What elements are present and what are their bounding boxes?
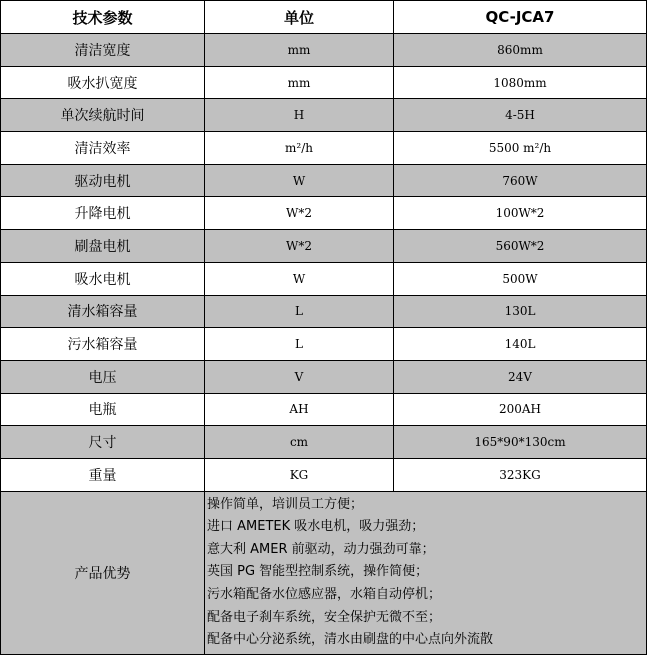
param-name-cell: 尺寸	[1, 426, 205, 459]
unit-cell: H	[205, 99, 394, 132]
table-row	[1, 360, 647, 393]
unit-cell: L	[205, 295, 394, 328]
table-row	[1, 132, 647, 165]
unit-cell: L	[205, 328, 394, 361]
value-cell: 165*90*130cm	[394, 426, 647, 459]
param-name-cell: 清水箱容量	[1, 295, 205, 328]
unit-cell: W	[205, 164, 394, 197]
advantage-line: 英国 PG 智能型控制系统，操作简便；	[207, 564, 429, 580]
value-cell: 24V	[394, 360, 647, 393]
header-unit: 单位	[205, 1, 394, 34]
param-name-cell: 清洁宽度	[1, 34, 205, 67]
unit-cell: KG	[205, 458, 394, 491]
unit-cell: AH	[205, 393, 394, 426]
unit-cell: m²/h	[205, 132, 394, 165]
param-name-cell: 吸水电机	[1, 262, 205, 295]
advantages-text	[205, 491, 647, 654]
header-row	[1, 1, 647, 34]
param-name-cell: 驱动电机	[1, 164, 205, 197]
param-name-cell: 污水箱容量	[1, 328, 205, 361]
param-name-cell: 电压	[1, 360, 205, 393]
unit-cell: W*2	[205, 230, 394, 263]
advantage-line: 污水箱配备水位感应器，水箱自动停机；	[207, 586, 442, 602]
unit-cell: mm	[205, 34, 394, 67]
param-name-cell: 重量	[1, 458, 205, 491]
param-name-cell: 刷盘电机	[1, 230, 205, 263]
advantage-line: 意大利 AMER 前驱动，动力强劲可靠；	[207, 541, 435, 557]
table-row	[1, 262, 647, 295]
param-name-cell: 单次续航时间	[1, 99, 205, 132]
value-cell: 5500 m²/h	[394, 132, 647, 165]
advantage-line: 操作简单，培训员工方便；	[207, 496, 364, 512]
advantage-line: 配备中心分泌系统，清水由刷盘的中心点向外流散	[207, 632, 494, 648]
table-row	[1, 99, 647, 132]
value-cell: 100W*2	[394, 197, 647, 230]
value-cell: 200AH	[394, 393, 647, 426]
header-param: 技术参数	[1, 1, 205, 34]
table-row	[1, 164, 647, 197]
value-cell: 760W	[394, 164, 647, 197]
value-cell: 860mm	[394, 34, 647, 67]
unit-cell: V	[205, 360, 394, 393]
table-row	[1, 295, 647, 328]
param-name-cell: 升降电机	[1, 197, 205, 230]
table-row	[1, 328, 647, 361]
value-cell: 4-5H	[394, 99, 647, 132]
value-cell: 323KG	[394, 458, 647, 491]
table-row	[1, 458, 647, 491]
advantages-row	[1, 491, 647, 654]
header-model: QC-JCA7	[394, 1, 647, 34]
advantages-label: 产品优势	[1, 491, 205, 654]
unit-cell: cm	[205, 426, 394, 459]
param-name-cell: 清洁效率	[1, 132, 205, 165]
table-row	[1, 66, 647, 99]
value-cell: 560W*2	[394, 230, 647, 263]
advantage-line: 进口 AMETEK 吸水电机，吸力强劲；	[207, 519, 425, 535]
param-name-cell: 吸水扒宽度	[1, 66, 205, 99]
param-name-cell: 电瓶	[1, 393, 205, 426]
unit-cell: W	[205, 262, 394, 295]
value-cell: 140L	[394, 328, 647, 361]
value-cell: 1080mm	[394, 66, 647, 99]
spec-body	[1, 34, 647, 655]
table-row	[1, 393, 647, 426]
table-row	[1, 426, 647, 459]
unit-cell: mm	[205, 66, 394, 99]
value-cell: 500W	[394, 262, 647, 295]
unit-cell: W*2	[205, 197, 394, 230]
table-row	[1, 34, 647, 67]
value-cell: 130L	[394, 295, 647, 328]
table-row	[1, 197, 647, 230]
advantage-line: 配备电子刹车系统，安全保护无微不至；	[207, 609, 442, 625]
table-row	[1, 230, 647, 263]
